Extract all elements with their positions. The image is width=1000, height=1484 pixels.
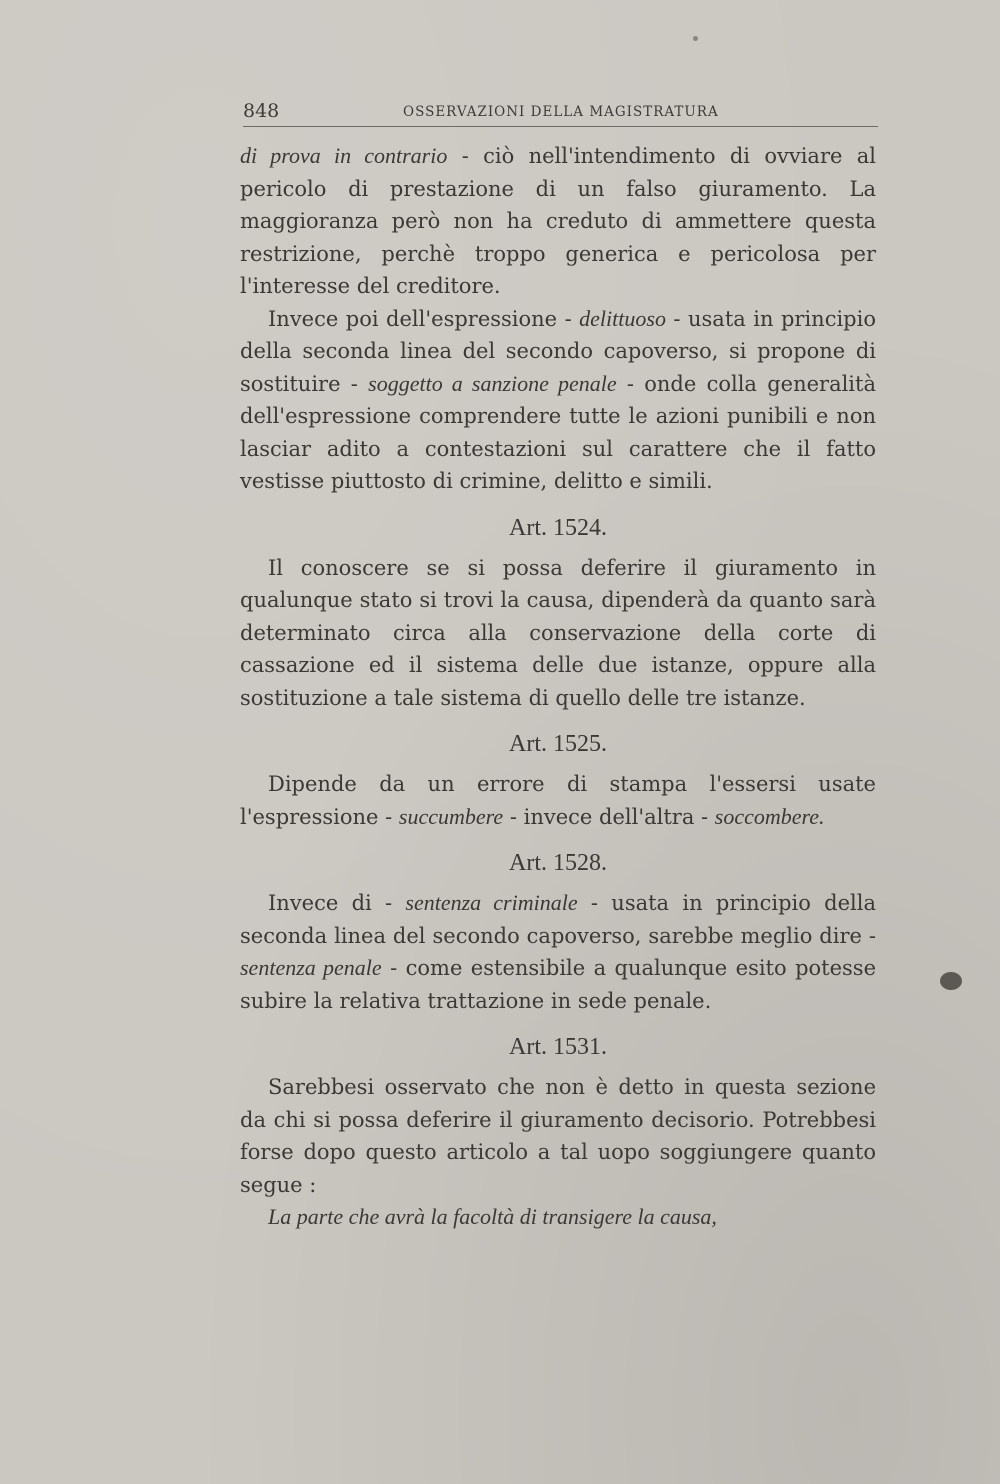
italic-phrase: sentenza criminale — [405, 890, 578, 915]
text-run: Sarebbesi osservato che non è detto in questa sezione da chi si possa deferire il giuramento decisorio. Potrebbesi forse dopo questo articolo a tal uopo soggiungere quanto segue : — [240, 1075, 876, 1197]
text-run: Invece poi dell'espressione - — [268, 306, 580, 331]
body-text — [240, 140, 876, 1234]
article-heading-1525: Art. 1525. — [509, 731, 607, 757]
text-run: - usata in principio della seconda linea del secondo capoverso, si propone di sostituire - — [240, 306, 876, 396]
article-heading-1528: Art. 1528. — [509, 850, 607, 876]
paragraph-art-1524 — [240, 552, 876, 715]
ink-blot — [940, 972, 962, 990]
text-run: - onde colla generalità dell'espressione comprendere tutte le azioni punibili e non lasciar adito a contestazioni sul carattere che il fatto vestisse piuttosto di crimine, delitto e simili. — [240, 371, 876, 493]
italic-phrase: La parte che avrà la facoltà di transigere la causa, — [268, 1204, 717, 1229]
running-header — [243, 96, 878, 127]
article-heading-1524: Art. 1524. — [509, 514, 607, 541]
paragraph-continuation — [240, 140, 876, 303]
italic-phrase: delittuoso — [579, 305, 666, 331]
text-run: - usata in principio della seconda linea del secondo capoverso, sarebbe meglio dire - — [240, 891, 876, 948]
running-title: OSSERVAZIONI DELLA MAGISTRATURA — [403, 104, 719, 120]
paragraph-art-1531-italic — [240, 1201, 876, 1234]
paragraph-art-1531 — [240, 1071, 876, 1201]
text-run: Dipende da un errore di stampa l'essersi usate l'espressione - — [240, 772, 876, 829]
italic-phrase: sentenza penale — [240, 955, 382, 980]
paragraph-delittuoso — [240, 303, 876, 498]
text-run: - come estensibile a qualunque esito potesse subire la relativa trattazione in sede penale. — [240, 956, 877, 1013]
page-number: 848 — [243, 100, 280, 122]
article-heading-1531: Art. 1531. — [509, 1034, 607, 1060]
paragraph-art-1528 — [240, 887, 876, 1017]
italic-phrase: soccombere. — [714, 803, 825, 829]
italic-phrase: soggetto a sanzione penale — [368, 370, 617, 396]
text-run: - ciò nell'intendimento di ovviare al pericolo di prestazione di un falso giuramento. La maggioranza però non ha creduto di ammettere questa restrizione, perchè troppo generica e pericolosa per l'interesse del creditore. — [240, 144, 876, 298]
italic-phrase: di prova in contrario — [240, 143, 448, 168]
italic-phrase: succumbere — [398, 803, 504, 829]
text-run: - invece dell'altra - — [503, 804, 715, 829]
paper-speck — [693, 36, 698, 41]
text-run: Il conoscere se si possa deferire il giuramento in qualunque stato si trovi la causa, dipenderà da quanto sarà determinato circa alla conservazione della corte di cassazione ed il sistema delle due istanze, oppure alla sostituzione a tale sistema di quello delle tre istanze. — [240, 555, 876, 710]
paragraph-art-1525 — [240, 768, 876, 833]
text-run: Invece di - — [268, 891, 406, 915]
